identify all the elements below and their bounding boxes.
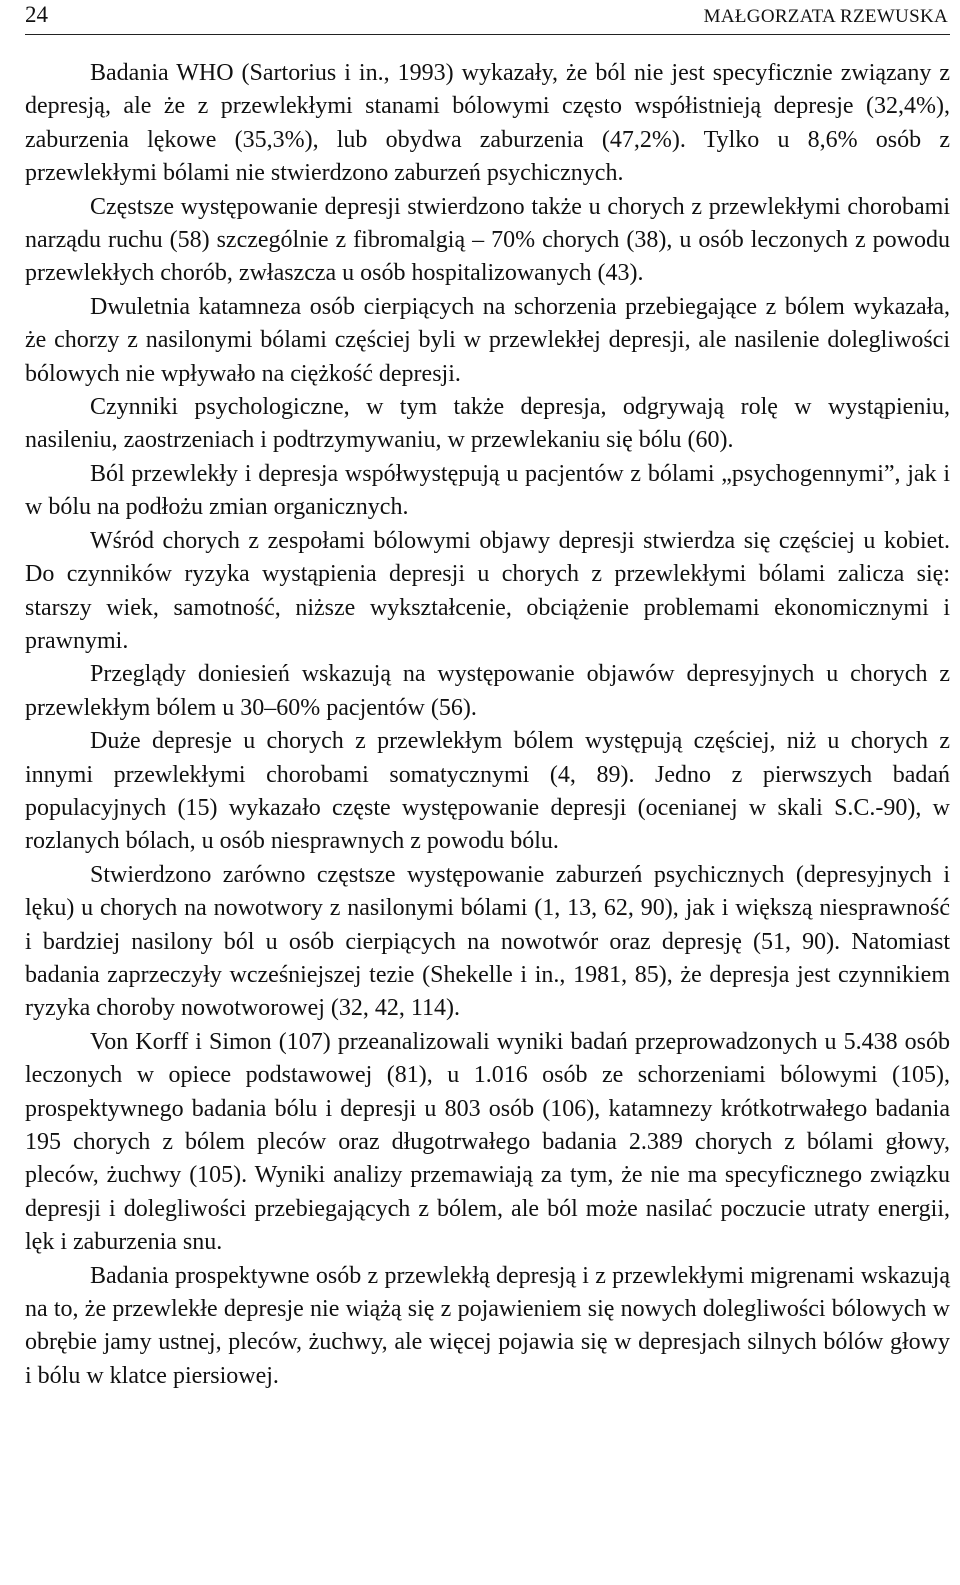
header-rule bbox=[25, 34, 950, 35]
running-head-author: MAŁGORZATA RZEWUSKA bbox=[703, 6, 948, 27]
paragraph: Stwierdzono zarówno częstsze występowanie zaburzeń psychicznych (depresyjnych i lęku) u chorych na nowotwory z nasilonymi bólami (1, 13, 62, 90), jak i większą niesprawność i bardziej nasilony ból u osób cierpiących na nowotwór oraz depresję (51, 90). Natomiast badania zaprzeczyły wcześniejszej tezie (Shekelle i in., 1981, 85), że depresja jest czynnikiem ryzyka choroby nowotworowej (32, 42, 114). bbox=[25, 861, 950, 1022]
paragraph: Dwuletnia katamneza osób cierpiących na schorzenia przebiegające z bólem wykazała, że chorzy z nasilonymi bólami częściej byli w przewlekłej depresji, ale nasilenie dolegliwości bólowych nie wpływało na ciężkość depresji. bbox=[25, 293, 950, 387]
paragraph: Badania WHO (Sartorius i in., 1993) wykazały, że ból nie jest specyficznie związany z depresją, ale że z przewlekłymi stanami bólowymi często współistnieją depresje (32,4%), zaburzenia lękowe (35,3%), lub obydwa zaburzenia (47,2%). Tylko u 8,6% osób z przewlekłymi bólami nie stwierdzono zaburzeń psychicznych. bbox=[25, 60, 950, 187]
page-header bbox=[25, 0, 950, 46]
paragraph: Częstsze występowanie depresji stwierdzono także u chorych z przewlekłymi chorobami narządu ruchu (58) szczególnie z fibromalgią – 70% chorych (38), u osób leczonych z powodu przewlekłych chorób, zwłaszcza u osób hospitalizowanych (43). bbox=[25, 193, 950, 287]
paragraph: Duże depresje u chorych z przewlekłym bólem występują częściej, niż u chorych z innymi przewlekłymi chorobami somatycznymi (4, 89). Jedno z pierwszych badań populacyjnych (15) wykazało częste występowanie depresji (ocenianej w skali S.C.-90), w rozlanych bólach, u osób niesprawnych z powodu bólu. bbox=[25, 728, 950, 855]
paragraph: Czynniki psychologiczne, w tym także depresja, odgrywają rolę w wystąpieniu, nasileniu, zaostrzeniach i podtrzymywaniu, w przewlekaniu się bólu (60). bbox=[25, 394, 950, 454]
body-text bbox=[25, 57, 950, 1393]
paragraph: Von Korff i Simon (107) przeanalizowali wyniki badań przeprowadzonych u 5.438 osób leczonych w opiece podstawowej (81), u 1.016 osób ze schorzeniami bólowymi (105), prospektywnego badania bólu i depresji u 803 osób (106), katamnezy krótkotrwałego badania 195 chorych z bólem pleców oraz długotrwałego badania 2.389 chorych z bólami głowy, pleców, żuchwy (105). Wyniki analizy przemawiają za tym, że nie ma specyficznego związku depresji i dolegliwości przebiegających z bólem, ale ból może nasilać poczucie utraty energii, lęk i zaburzenia snu. bbox=[25, 1028, 950, 1256]
paragraph: Ból przewlekły i depresja współwystępują u pacjentów z bólami „psychogennymi”, jak i w bólu na podłożu zmian organicznych. bbox=[25, 460, 950, 521]
paragraph: Przeglądy doniesień wskazują na występowanie objawów depresyjnych u chorych z przewlekłym bólem u 30–60% pacjentów (56). bbox=[25, 661, 950, 721]
page-number: 24 bbox=[25, 2, 48, 27]
paragraph: Badania prospektywne osób z przewlekłą depresją i z przewlekłymi migrenami wskazują na to, że przewlekłe depresje nie wiążą się z pojawieniem się nowych dolegliwości bólowych w obrębie jamy ustnej, pleców, żuchwy, ale więcej pojawia się w depresjach silnych bólów głowy i bólu w klatce piersiowej. bbox=[25, 1262, 950, 1389]
paragraph: Wśród chorych z zespołami bólowymi objawy depresji stwierdza się częściej u kobiet. Do czynników ryzyka wystąpienia depresji u chorych z przewlekłymi bólami zalicza się: starszy wiek, samotność, niższe wykształcenie, obciążenie problemami ekonomicznymi i prawnymi. bbox=[25, 527, 950, 654]
